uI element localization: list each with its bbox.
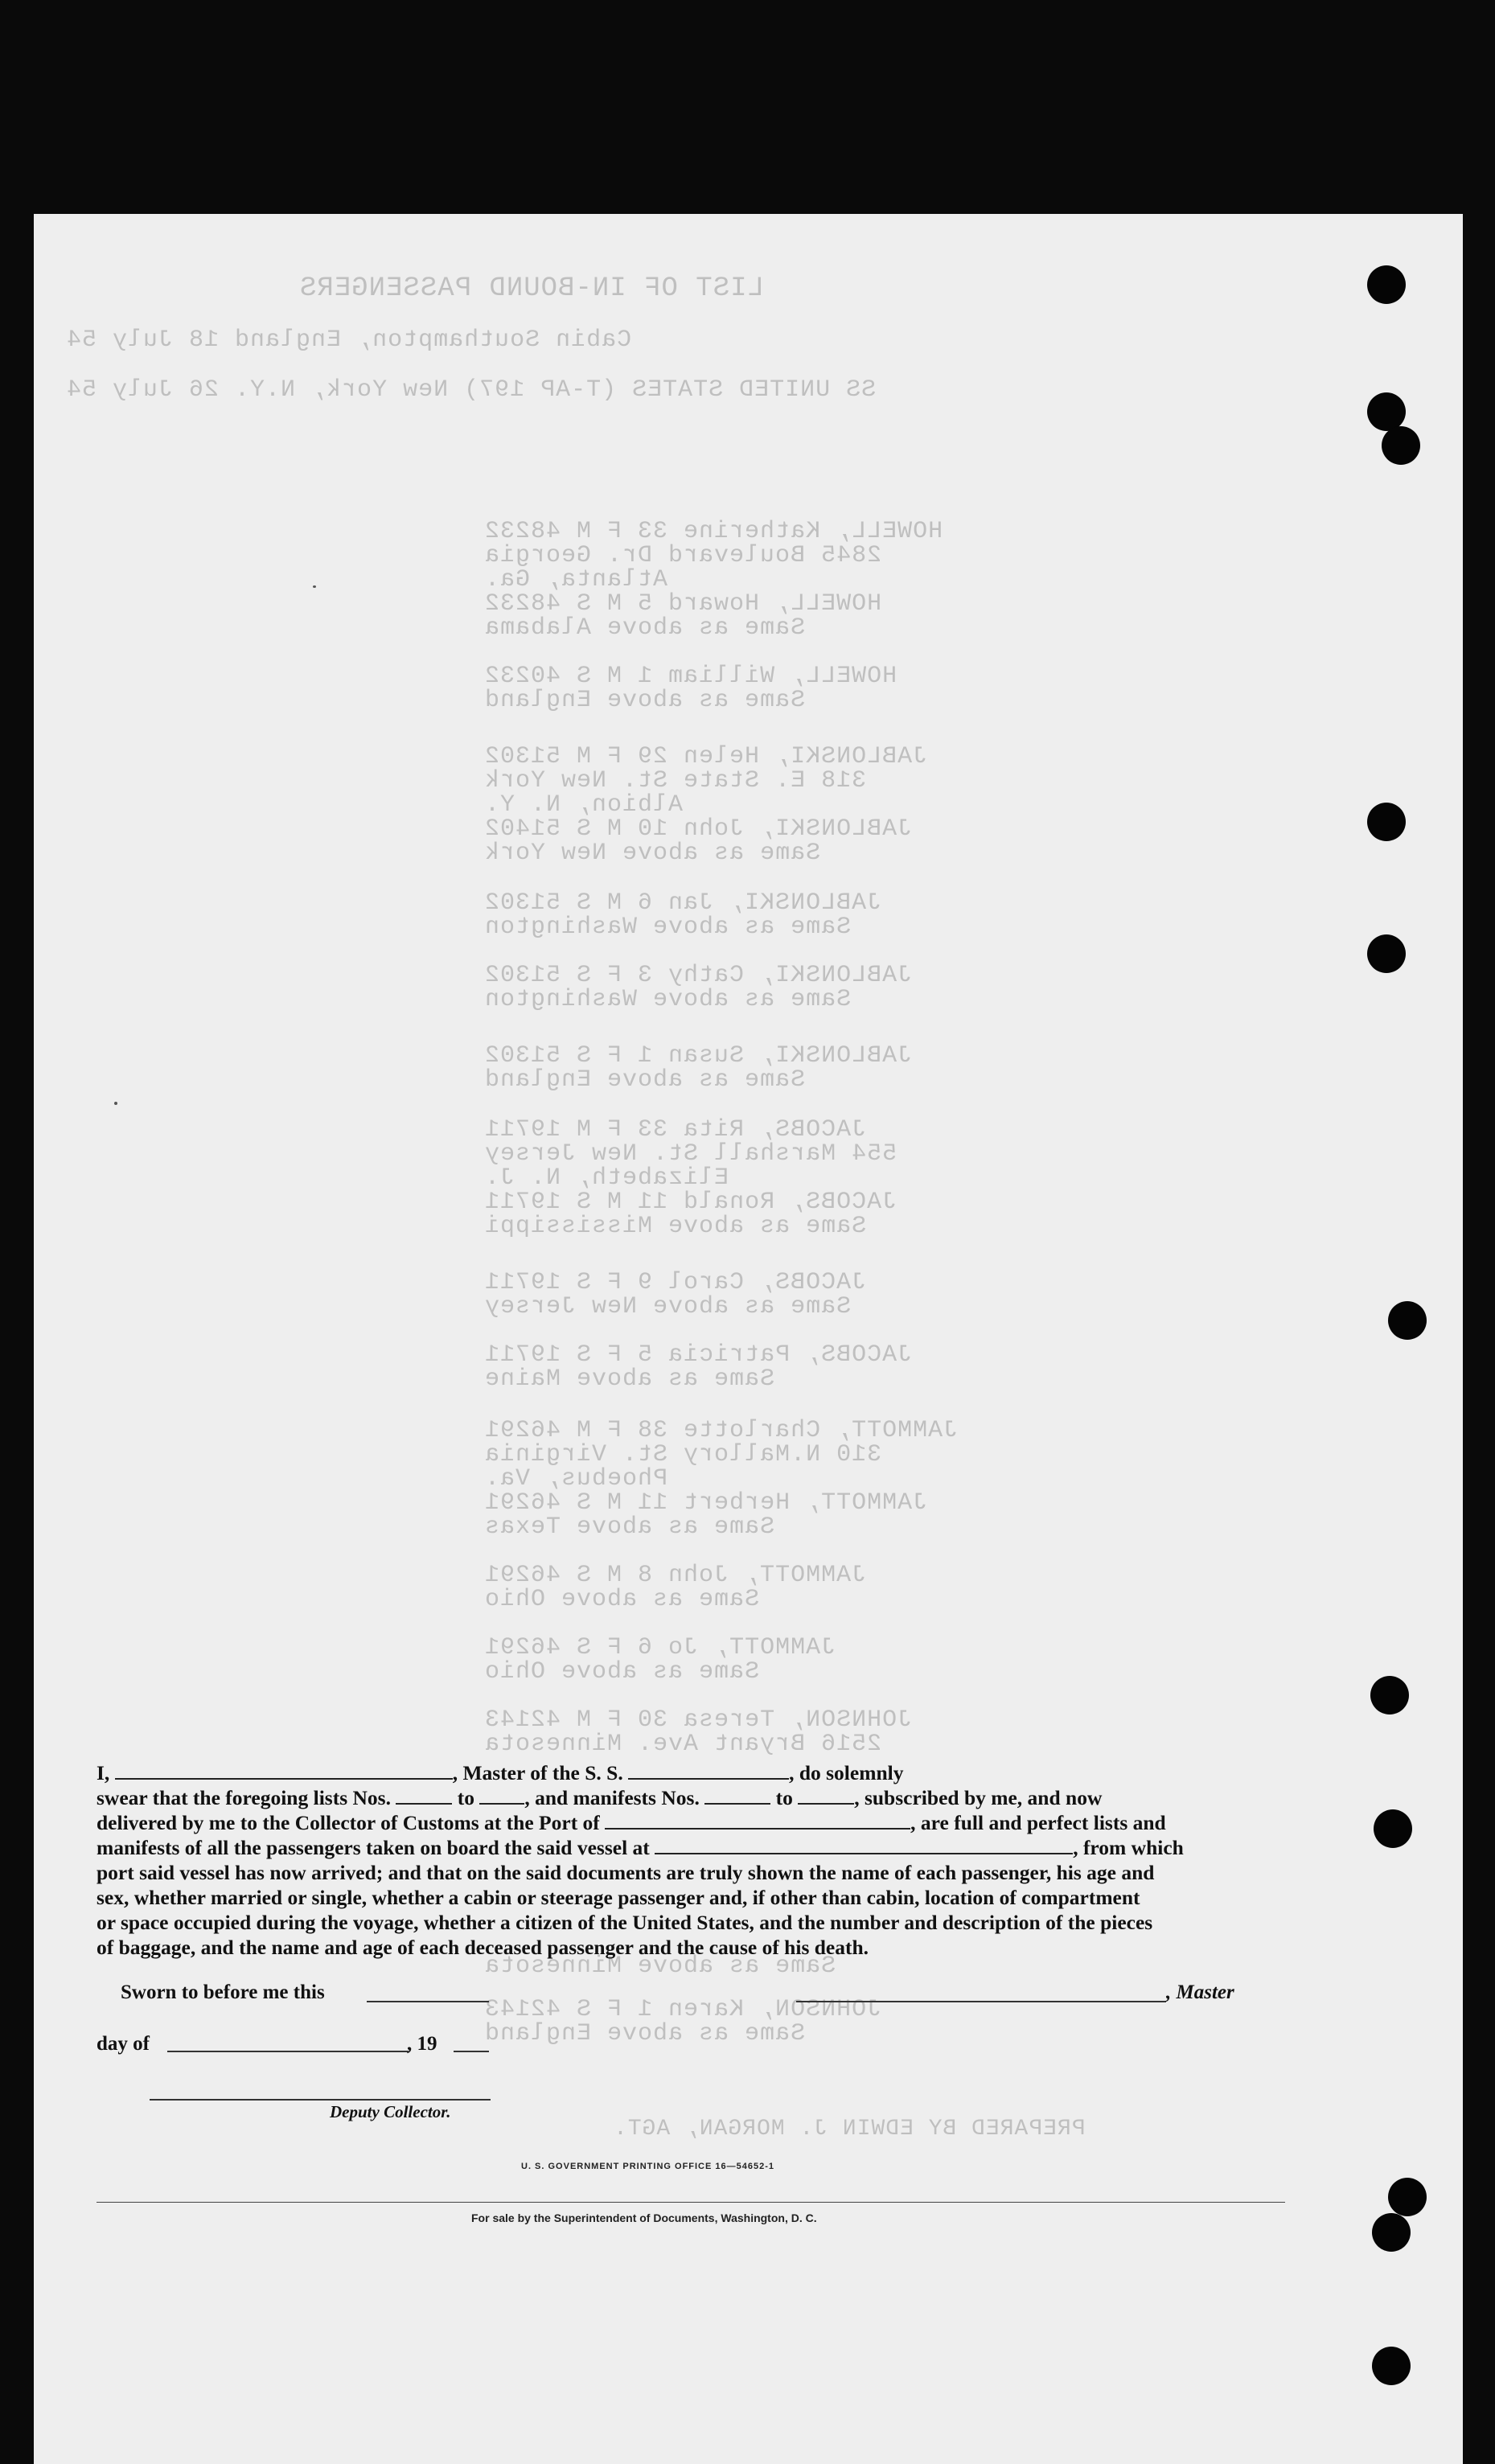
bleed-line: JACOBS, Ronald 11 M S 19711: [484, 1189, 897, 1216]
sworn-day-blank[interactable]: [367, 2001, 489, 2002]
bleed-line: JAMMOTT, Herbert 11 M S 46291: [484, 1489, 928, 1517]
ship-name-blank[interactable]: [628, 1762, 789, 1780]
departure-port-blank[interactable]: [655, 1837, 1073, 1854]
bleed-line: JABLONSKI, Susan 1 F S 51302: [484, 1042, 913, 1070]
bleed-line: Same as above Mississippi: [484, 1213, 867, 1240]
master-label: , Master: [1166, 1981, 1234, 2003]
bleed-line: Same as above New York: [484, 840, 821, 867]
oath-line-3: [97, 1810, 1290, 1835]
oath-line-5: port said vessel has now arrived; and that on the said documents are truly shown the name of each passenger, his age and: [97, 1861, 1155, 1884]
punch-hole: [1367, 265, 1406, 304]
oath-text: to: [457, 1786, 474, 1809]
oath-text: swear that the foregoing lists Nos.: [97, 1786, 391, 1809]
year-label: , 19: [407, 2033, 437, 2055]
sworn-label: Sworn to before me this: [121, 1981, 325, 2003]
bleed-line: JABLONSKI, John 10 M S 51402: [484, 815, 913, 843]
manifest-to-blank[interactable]: [798, 1787, 854, 1805]
speck: [114, 1102, 117, 1105]
bleed-line: Same as above Ohio: [484, 1586, 760, 1613]
oath-line-2: [97, 1785, 1290, 1810]
bleed-line: JOHNSON, Karen 1 F S 42143: [484, 1996, 882, 2023]
bleed-line: HOWELL, William 1 M S 40232: [484, 663, 897, 690]
bleed-line: Albion, N. Y.: [484, 791, 684, 819]
deputy-signature-line[interactable]: [150, 2099, 491, 2101]
manifest-from-blank[interactable]: [704, 1787, 770, 1805]
oath-line-7: or space occupied during the voyage, whether a citizen of the United States, and the number and description of the pieces: [97, 1911, 1153, 1934]
bleed-line: JAMMOTT, Jo 6 F S 46291: [484, 1634, 836, 1661]
oath-line-4: [97, 1835, 1290, 1860]
bleed-line: JAMMOTT, John 8 M S 46291: [484, 1562, 867, 1589]
master-name-blank[interactable]: [115, 1762, 453, 1780]
bleed-line: HOWELL, Howard 5 M S 48232: [484, 590, 882, 618]
oath-text: I,: [97, 1761, 110, 1784]
bleed-line: JABLONSKI, Helen 29 F M 51302: [484, 743, 928, 770]
bleed-line: JABLONSKI, Cathy 3 F S 51302: [484, 962, 913, 989]
punch-hole: [1388, 1301, 1427, 1340]
punch-hole: [1370, 1676, 1409, 1715]
bleed-line: Same as above England: [484, 2020, 806, 2047]
bleed-line: Same as above England: [484, 687, 806, 714]
port-blank[interactable]: [605, 1812, 910, 1830]
bleed-line: 2845 Boulevard Dr. Georgia: [484, 542, 882, 569]
list-from-blank[interactable]: [396, 1787, 452, 1805]
oath-text: , and manifests Nos.: [524, 1786, 700, 1809]
bleed-line: Same as above Ohio: [484, 1658, 760, 1686]
year-blank[interactable]: [454, 2051, 489, 2052]
day-of-label: day of: [97, 2033, 150, 2055]
bleed-line: Same as above England: [484, 1066, 806, 1094]
bleed-line: SS UNITED STATES (T-AP 197) New York, N.Y. 26 July 54: [66, 376, 877, 404]
oath-text: , subscribed by me, and now: [854, 1786, 1103, 1809]
month-blank[interactable]: [167, 2051, 409, 2052]
oath-text: , from which: [1073, 1836, 1184, 1859]
bleed-line: Elizabeth, N. J.: [484, 1164, 729, 1192]
bleed-line: JACOBS, Carol 9 F S 19711: [484, 1269, 867, 1296]
footer-rule: [97, 2202, 1285, 2203]
bleed-line: JOHNSON, Teresa 30 F M 42143: [484, 1706, 913, 1734]
punch-hole: [1367, 803, 1406, 841]
punch-hole: [1382, 426, 1420, 465]
oath-text: to: [775, 1786, 793, 1809]
punch-hole: [1367, 934, 1406, 973]
bleed-line: JACOBS, Rita 33 F M 19711: [484, 1116, 867, 1144]
punch-hole: [1367, 392, 1406, 431]
punch-hole: [1388, 2178, 1427, 2216]
bleed-line: Atlanta, Ga.: [484, 566, 668, 593]
bleed-line: Same as above Maine: [484, 1365, 775, 1393]
bleed-line: Same as above Washington: [484, 986, 852, 1013]
bleed-line: Same as above Washington: [484, 914, 852, 941]
oath-text: , do solemnly: [789, 1761, 904, 1784]
speck: [313, 585, 316, 588]
bleed-line: Same as above Texas: [484, 1513, 775, 1541]
bleed-line: Same as above Alabama: [484, 614, 806, 642]
bleed-line: HOWELL, Katherine 33 F M 48232: [484, 518, 943, 545]
footer-note: For sale by the Superintendent of Documents, Washington, D. C.: [471, 2211, 817, 2224]
punch-hole: [1374, 1809, 1412, 1848]
bleed-line: JABLONSKI, Jan 6 M S 51302: [484, 889, 882, 917]
oath-line-8: of baggage, and the name and age of each deceased passenger and the cause of his death.: [97, 1936, 869, 1959]
bleed-line: 2516 Bryant Ave. Minnesota: [484, 1731, 882, 1758]
bleed-line: LIST OF IN-BOUND PASSENGERS: [299, 273, 764, 304]
printer-imprint: U. S. GOVERNMENT PRINTING OFFICE 16—54652-1: [521, 2162, 775, 2171]
punch-hole: [1372, 2347, 1411, 2385]
master-signature-line[interactable]: [796, 2001, 1166, 2002]
oath-line-6: sex, whether married or single, whether a cabin or steerage passenger and, if other than cabin, location of compartment: [97, 1886, 1140, 1909]
master-oath: [97, 1760, 1290, 1960]
bleed-line: Same as above New Jersey: [484, 1293, 852, 1320]
deputy-label: Deputy Collector.: [330, 2102, 451, 2121]
bleed-line: JAMMOTT, Charlotte 38 F M 46291: [484, 1417, 959, 1444]
bleed-line: Same as above Minnesota: [484, 1953, 836, 1980]
oath-text: , Master of the S. S.: [452, 1761, 623, 1784]
bleed-line: JACOBS, Patricia 5 F S 19711: [484, 1341, 913, 1369]
oath-text: delivered by me to the Collector of Customs at the Port of: [97, 1811, 600, 1834]
manifest-page: [34, 214, 1463, 2464]
bleed-line: PREPARED BY EDWIN J. MORGAN, AGT.: [613, 2117, 1086, 2142]
bleed-line: 554 Marshall St. New Jersey: [484, 1140, 897, 1168]
list-to-blank[interactable]: [479, 1787, 524, 1805]
punch-hole: [1372, 2213, 1411, 2252]
bleed-line: Cabin Southampton, England 18 July 54: [66, 326, 632, 354]
oath-text: manifests of all the passengers taken on board the said vessel at: [97, 1836, 650, 1859]
bleed-line: Phoebus, Va.: [484, 1465, 668, 1493]
oath-line-1: [97, 1760, 1290, 1785]
oath-text: , are full and perfect lists and: [910, 1811, 1166, 1834]
bleed-line: 318 E. State St. New York: [484, 767, 867, 795]
bleed-line: 310 N.Mallory St. Virginia: [484, 1441, 882, 1468]
